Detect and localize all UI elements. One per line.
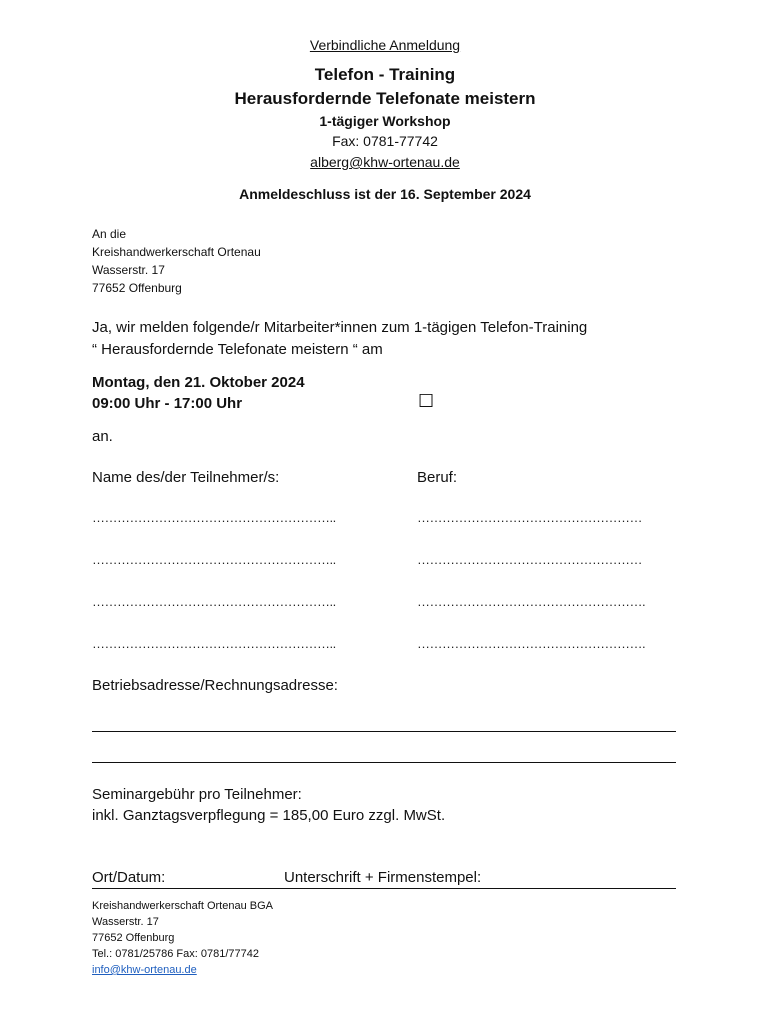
- training-subtitle: Herausfordernde Telefonate meistern: [234, 89, 536, 108]
- workshop-label: 1-tägiger Workshop: [319, 113, 451, 129]
- recipient-city: 77652 Offenburg: [92, 281, 182, 295]
- contact-email-link[interactable]: alberg@khw-ortenau.de: [310, 154, 460, 170]
- address-line-1[interactable]: [92, 731, 676, 732]
- participant-job-field[interactable]: ……………………………………………….: [417, 636, 646, 651]
- session-date: Montag, den 21. Oktober 2024: [92, 374, 305, 391]
- footer-city: 77652 Offenburg: [92, 932, 175, 944]
- signature-line[interactable]: [92, 888, 676, 889]
- footer-phone-fax: Tel.: 0781/25786 Fax: 0781/77742: [92, 948, 259, 960]
- participant-name-field[interactable]: …………………………………………………..: [92, 552, 336, 567]
- intro-line-2: “ Herausfordernde Telefonate meistern “ am: [92, 341, 383, 358]
- recipient-org: Kreishandwerkerschaft Ortenau: [92, 245, 261, 259]
- signature-label: Unterschrift + Firmenstempel:: [284, 869, 482, 886]
- recipient-street: Wasserstr. 17: [92, 263, 165, 277]
- footer-street: Wasserstr. 17: [92, 916, 159, 928]
- participant-job-label: Beruf:: [417, 469, 458, 486]
- participant-job-field[interactable]: ………………………………………………: [417, 552, 642, 567]
- fee-label: Seminargebühr pro Teilnehmer:: [92, 786, 302, 803]
- form-heading: Verbindliche Anmeldung: [309, 37, 461, 53]
- address-line-2[interactable]: [92, 762, 676, 763]
- footer-org: Kreishandwerkerschaft Ortenau BGA: [92, 900, 273, 912]
- footer-email-link[interactable]: info@khw-ortenau.de: [92, 964, 197, 976]
- participant-name-field[interactable]: …………………………………………………..: [92, 594, 336, 609]
- intro-line-1: Ja, wir melden folgende/r Mitarbeiter*innen zum 1-tägigen Telefon-Training: [92, 319, 588, 336]
- training-title: Telefon - Training: [314, 65, 456, 84]
- address-label: Betriebsadresse/Rechnungsadresse:: [92, 677, 338, 694]
- recipient-line: An die: [92, 227, 127, 241]
- session-after-text: an.: [92, 428, 113, 445]
- participant-job-field[interactable]: ……………………………………………….: [417, 594, 646, 609]
- participant-name-field[interactable]: …………………………………………………..: [92, 510, 336, 525]
- participant-name-label: Name des/der Teilnehmer/s:: [92, 469, 280, 486]
- registration-deadline: Anmeldeschluss ist der 16. September 2024: [239, 186, 531, 202]
- participant-name-field[interactable]: …………………………………………………..: [92, 636, 336, 651]
- session-time: 09:00 Uhr - 17:00 Uhr: [92, 395, 243, 412]
- participant-job-field[interactable]: ………………………………………………: [417, 510, 642, 525]
- place-date-label: Ort/Datum:: [92, 869, 166, 886]
- session-checkbox[interactable]: ☐: [418, 391, 435, 411]
- fax-number: Fax: 0781-77742: [332, 133, 438, 149]
- fee-amount: inkl. Ganztagsverpflegung = 185,00 Euro zzgl. MwSt.: [92, 807, 446, 824]
